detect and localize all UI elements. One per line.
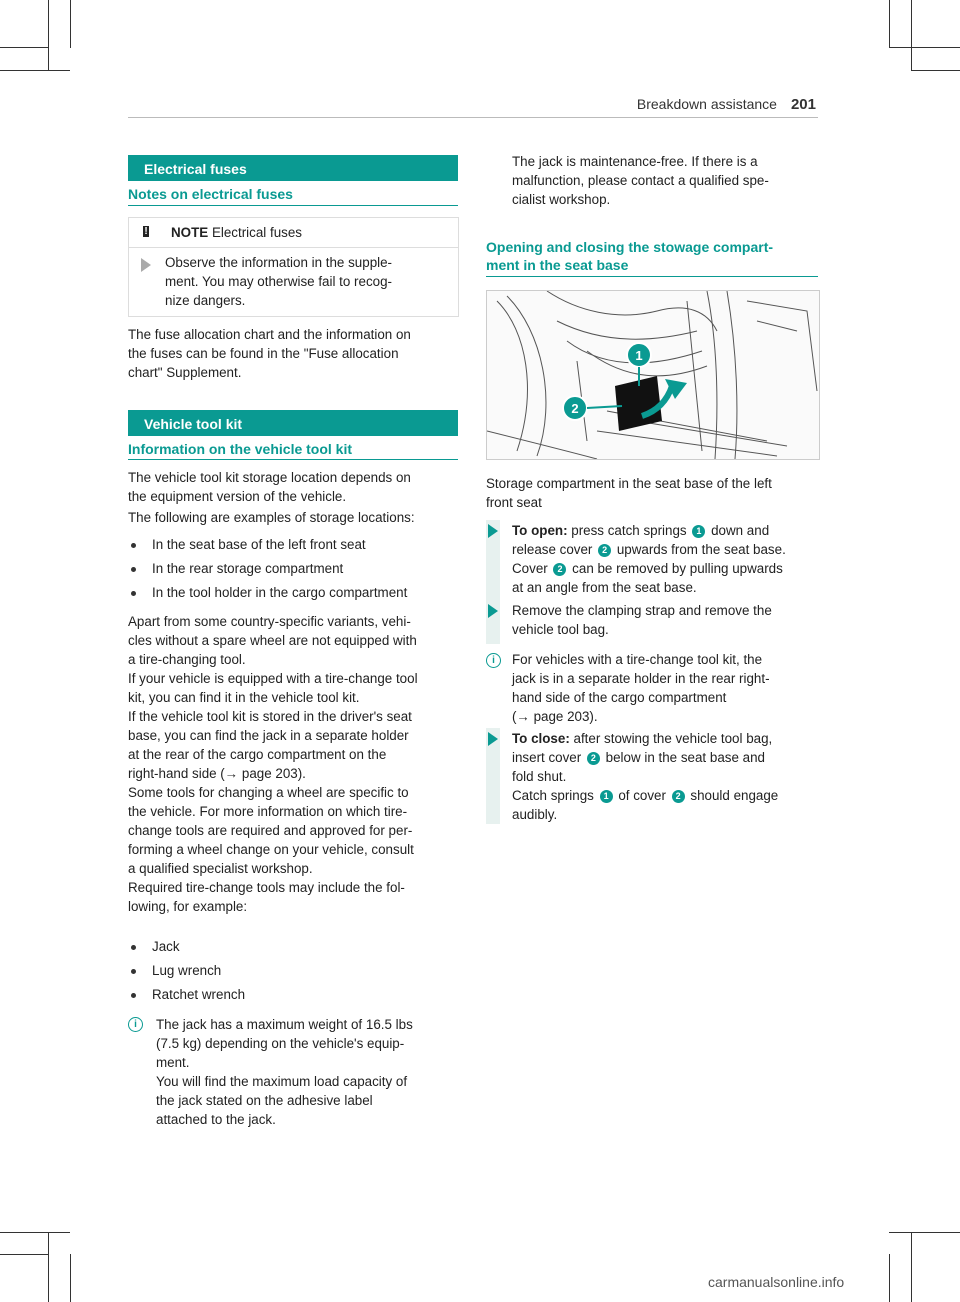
crop-mark	[889, 1232, 960, 1233]
bullet	[131, 993, 136, 998]
crop-mark	[911, 0, 912, 70]
image-caption: Storage compartment in the seat base of the left front seat	[486, 476, 772, 510]
info-note-jack: For vehicles with a tire-change tool kit, the jack is in a separate holder in the rear right- hand side of the cargo compartment (→ page 203).	[512, 652, 770, 724]
info-icon: i	[128, 1017, 143, 1032]
remove-instructions: Remove the clamping strap and remove the vehicle tool bag.	[512, 603, 772, 637]
callout-2-inline: 2	[553, 563, 566, 576]
list-item: Jack	[152, 939, 180, 954]
list-item: Ratchet wrench	[152, 987, 246, 1002]
tool-kit-paragraph: The vehicle tool kit storage location depends on the equipment version of the vehicle. The following are examples of storage locations:	[128, 470, 415, 525]
close-instructions: To close: after stowing the vehicle tool bag, insert cover 2 below in the seat base and fold shut. Catch springs 1 of cover 2 should engage audibly.	[512, 731, 779, 822]
running-header	[637, 96, 816, 113]
section-bar-electrical-fuses: Electrical fuses	[128, 155, 458, 181]
bullet	[131, 567, 136, 572]
step-arrow-icon	[488, 732, 498, 746]
callout-2: 2	[571, 401, 579, 416]
crop-mark	[48, 1232, 49, 1302]
crop-mark	[0, 70, 70, 71]
list-item: In the rear storage compartment	[152, 561, 344, 576]
note-label: NOTE	[171, 225, 209, 240]
step-arrow-icon	[141, 258, 151, 272]
bullet	[131, 591, 136, 596]
callout-2-inline: 2	[672, 790, 685, 803]
watermark[interactable]: carmanualsonline.info	[708, 1274, 845, 1290]
crop-mark	[0, 1254, 48, 1255]
heading-stowage: Opening and closing the stowage compart- ment in the seat base	[486, 239, 774, 273]
crop-mark	[48, 0, 49, 70]
heading-rule	[486, 276, 818, 277]
step-arrow-icon	[488, 604, 498, 618]
note-title: Electrical fuses	[211, 225, 302, 240]
list-item: In the tool holder in the cargo compartment	[152, 585, 408, 600]
bullet	[131, 945, 136, 950]
heading-rule	[128, 459, 458, 460]
crop-mark	[911, 1232, 912, 1302]
note-header	[129, 218, 458, 248]
callout-1-inline: 1	[692, 525, 705, 538]
callout-1: 1	[635, 348, 643, 363]
info-note: The jack has a maximum weight of 16.5 lbs (7.5 kg) depending on the vehicle's equip- ment. You will find the maximum load capacity of the jack stated on the adhesive label attached to the jack.	[156, 1017, 413, 1127]
crop-mark	[0, 47, 48, 48]
crop-mark	[70, 1254, 71, 1302]
crop-mark	[911, 70, 960, 71]
callout-2-inline: 2	[598, 544, 611, 557]
warning-icon: !	[144, 226, 148, 237]
tool-kit-details: Apart from some country-specific variants, vehi- cles without a spare wheel are not equipped with a tire-changing tool. If your vehicle is equipped with a tire-change tool kit, you can find it in the vehicle tool kit. If the vehicle tool kit is stored in the driver's seat base, you can find the jack in a separate holder at the rear of the cargo compartment on the right-hand side (→ page 203). Some tools for changing a wheel are specific to the vehicle. For more information on which tire- change tools are required and approved for per- forming a wheel change on your vehicle, consult a qualified specialist workshop. Required tire-change tools may include the fol- lowing, for example:	[128, 614, 418, 914]
list-item: In the seat base of the left front seat	[152, 537, 366, 552]
header-section: Breakdown assistance	[636, 96, 777, 112]
crop-mark	[0, 1232, 70, 1233]
step-arrow-icon	[488, 524, 498, 538]
callout-2-inline: 2	[587, 752, 600, 765]
note-box	[128, 217, 459, 317]
crop-mark	[889, 1254, 890, 1302]
jack-paragraph: The jack is maintenance-free. If there is a malfunction, please contact a qualified spe- cialist workshop.	[512, 154, 769, 207]
info-icon: i	[486, 653, 501, 668]
seat-base-illustration	[486, 290, 820, 460]
heading-rule	[128, 205, 458, 206]
note-text: Observe the information in the supple- ment. You may otherwise fail to recog- nize dangers.	[165, 255, 393, 308]
header-rule	[128, 117, 818, 118]
bullet	[131, 543, 136, 548]
crop-mark	[889, 47, 960, 48]
section-bar-vehicle-tool-kit: Vehicle tool kit	[128, 410, 458, 436]
fuse-paragraph: The fuse allocation chart and the information on the fuses can be found in the "Fuse allocation chart" Supplement.	[128, 327, 411, 380]
list-item: Lug wrench	[152, 963, 222, 978]
crop-mark	[70, 0, 71, 48]
open-instructions: To open: press catch springs 1 down and release cover 2 upwards from the seat base. Cover 2 can be removed by pulling upwards at an angle from the seat base.	[512, 523, 786, 595]
page-number: 201	[790, 96, 816, 113]
heading-notes-fuses: Notes on electrical fuses	[128, 186, 293, 202]
crop-mark	[889, 0, 890, 48]
heading-tool-kit-info: Information on the vehicle tool kit	[128, 441, 353, 457]
callout-1-inline: 1	[600, 790, 613, 803]
bullet	[131, 969, 136, 974]
seat-drawing	[487, 291, 819, 459]
